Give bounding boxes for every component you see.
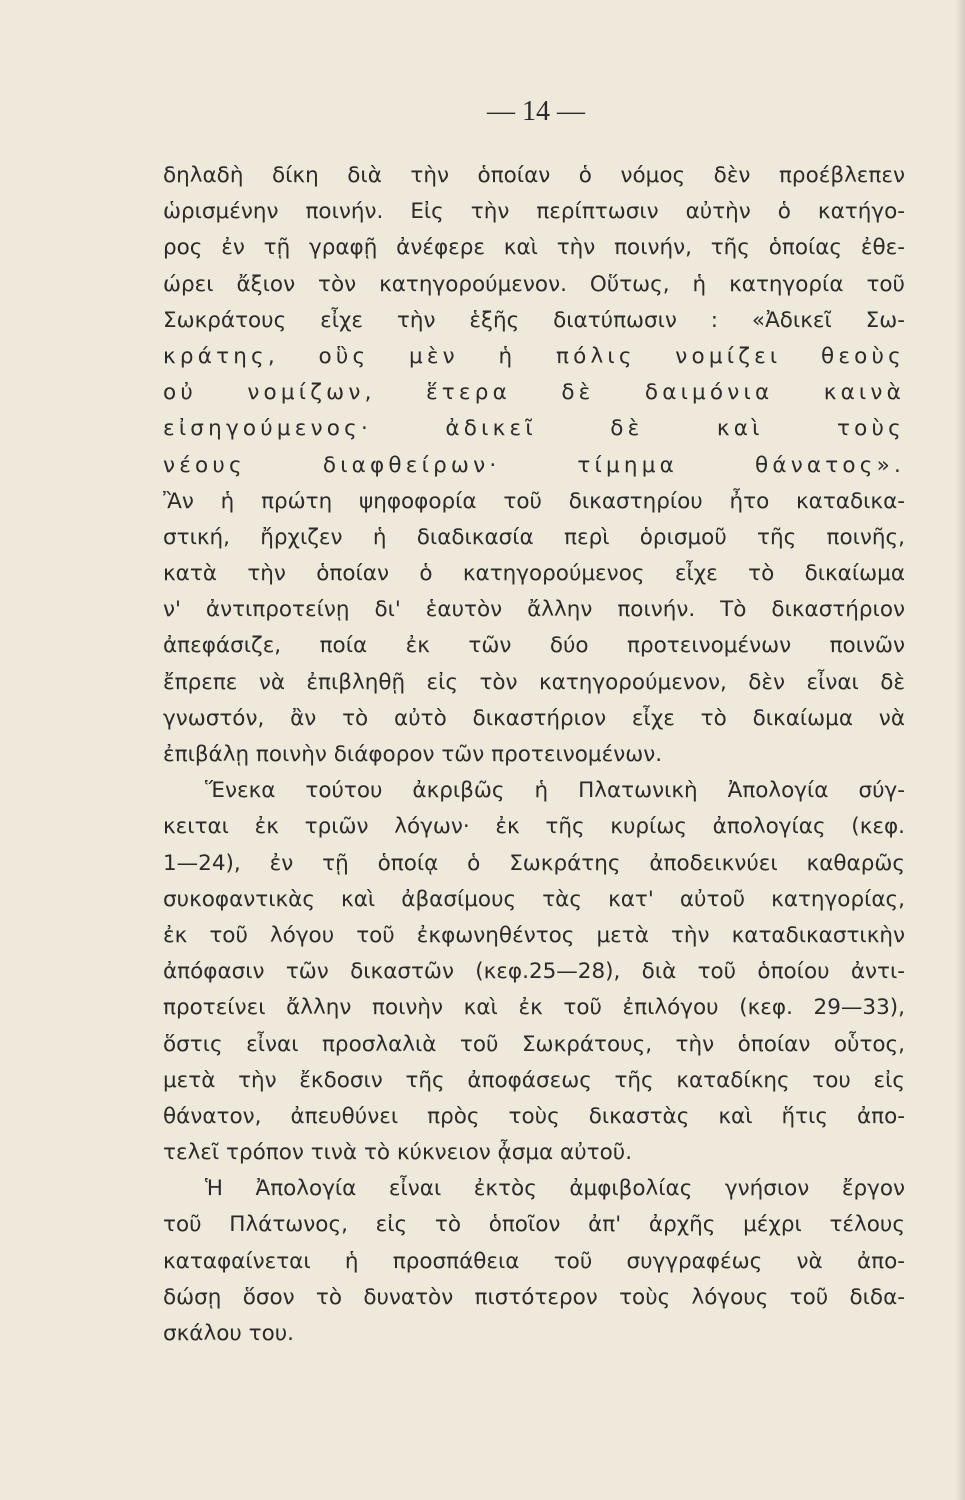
text-line: τοῦ Πλάτωνος, εἰς τὸ ὁποῖον ἀπ' ἀρχῆς μέχρι τέλους: [163, 1212, 905, 1238]
text-line: δώσῃ ὅσον τὸ δυνατὸν πιστότερον τοὺς λόγους τοῦ διδα-: [163, 1284, 905, 1310]
text-line: ἔπρεπε νὰ ἐπιβληθῇ εἰς τὸν κατηγορούμενον, δὲν εἶναι δὲ: [163, 669, 905, 695]
text-line: δηλαδὴ δίκη διὰ τὴν ὁποίαν ὁ νόμος δὲν προέβλεπεν: [163, 163, 905, 188]
text-line: κατὰ τὴν ὁποίαν ὁ κατηγορούμενος εἶχε τὸ δικαίωμα: [163, 561, 905, 587]
text-line: στική, ἤρχιζεν ἡ διαδικασία περὶ ὁρισμοῦ τῆς ποινῆς,: [163, 524, 905, 550]
text-line: γνωστόν, ἂν τὸ αὐτὸ δικαστήριον εἶχε τὸ δικαίωμα νὰ: [163, 705, 905, 731]
text-line: συκοφαντικὰς καὶ ἀβασίμους τὰς κατ' αὐτοῦ κατηγορίας,: [163, 886, 905, 912]
text-line: ἀπεφάσιζε, ποία ἐκ τῶν δύο προτεινομένων ποινῶν: [163, 633, 905, 659]
text-line: κράτης, οὓς μὲν ἡ πόλις νομίζει θεοὺς: [163, 343, 905, 369]
text-line: οὐ νομίζων, ἕτερα δὲ δαιμόνια καινὰ: [163, 380, 905, 406]
text-line: τελεῖ τρόπον τινὰ τὸ κύκνειον ᾆσμα αὐτοῦ.: [163, 1140, 633, 1166]
text-line: σκάλου του.: [163, 1321, 294, 1346]
text-line: ἐπιβάλῃ ποινὴν διάφορον τῶν προτεινομένων.: [163, 742, 663, 767]
text-line: ἐκ τοῦ λόγου τοῦ ἐκφωνηθέντος μετὰ τὴν καταδικαστικὴν: [163, 922, 905, 948]
text-line: μετὰ τὴν ἔκδοσιν τῆς ἀποφάσεως τῆς καταδίκης του εἰς: [163, 1067, 905, 1093]
text-line: 1—24), ἐν τῇ ὁποίᾳ ὁ Σωκράτης ἀποδεικνύει καθαρῶς: [163, 850, 905, 876]
text-line: καταφαίνεται ἡ προσπάθεια τοῦ συγγραφέως νὰ ἀπο-: [163, 1248, 905, 1274]
text-line: Ἂν ἡ πρώτη ψηφοφορία τοῦ δικαστηρίου ἦτο καταδικα-: [163, 488, 905, 514]
text-line: ἀπόφασιν τῶν δικαστῶν (κεφ.25—28), διὰ τοῦ ὁποίου ἀντι-: [163, 959, 905, 985]
text-line: ὡρισμένην ποινήν. Εἰς τὴν περίπτωσιν αὐτὴν ὁ κατήγο-: [163, 199, 905, 225]
text-line: νέους διαφθείρων· τίμημα θάνατος».: [163, 452, 905, 478]
body-text: [163, 158, 905, 1352]
text-line: προτείνει ἄλλην ποινὴν καὶ ἐκ τοῦ ἐπιλόγου (κεφ. 29—33),: [163, 995, 905, 1021]
text-line: ν' ἀντιπροτείνῃ δι' ἑαυτὸν ἄλλην ποινήν. Τὸ δικαστήριον: [163, 597, 905, 623]
text-line: Ἕνεκα τούτου ἀκριβῶς ἡ Πλατωνικὴ Ἀπολογία σύγ-: [205, 778, 905, 804]
text-line: ὅστις εἶναι προσλαλιὰ τοῦ Σωκράτους, τὴν ὁποίαν οὗτος,: [163, 1031, 905, 1057]
text-line: εἰσηγούμενος· ἀδικεῖ δὲ καὶ τοὺς: [163, 416, 905, 442]
text-line: θάνατον, ἀπευθύνει πρὸς τοὺς δικαστὰς καὶ ἥτις ἀπο-: [163, 1103, 905, 1129]
page-number: — 14 —: [487, 96, 585, 127]
text-line: ρος ἐν τῇ γραφῇ ἀνέφερε καὶ τὴν ποινήν, τῆς ὁποίας ἐθε-: [163, 235, 905, 261]
page-edge-shadow: [955, 0, 965, 1500]
text-line: ώρει ἄξιον τὸν κατηγορούμενον. Οὕτως, ἡ κατηγορία τοῦ: [163, 271, 905, 297]
text-line: Σωκράτους εἶχε τὴν ἑξῆς διατύπωσιν : «Ἀδικεῖ Σω-: [163, 307, 905, 333]
text-line: κειται ἐκ τριῶν λόγων· ἐκ τῆς κυρίως ἀπολογίας (κεφ.: [163, 814, 905, 840]
text-line: Ἡ Ἀπολογία εἶναι ἐκτὸς ἀμφιβολίας γνήσιον ἔργον: [205, 1176, 905, 1202]
